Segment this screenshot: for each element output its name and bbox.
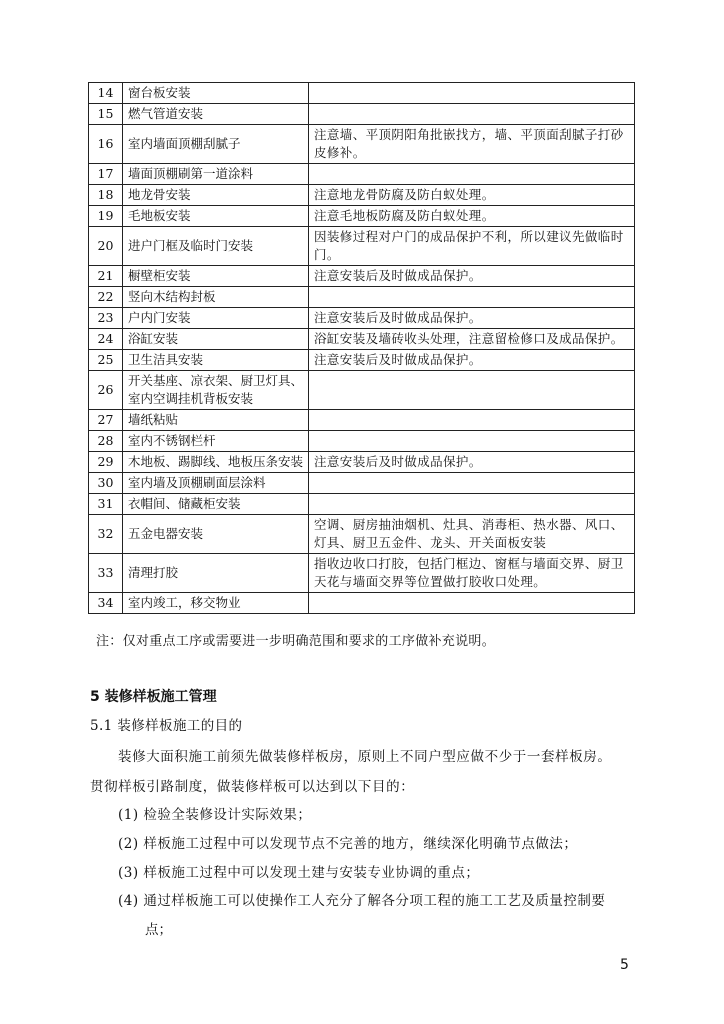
process-note-cell (309, 593, 635, 614)
row-number-cell: 15 (89, 104, 123, 125)
paragraph-line: 装修大面积施工前须先做装修样板房，原则上不同户型应做不少于一套样板房。 (118, 749, 612, 765)
page-number: 5 (620, 957, 629, 973)
list-item: (2) 样板施工过程中可以发现节点不完善的地方，继续深化明确节点做法； (118, 836, 578, 852)
row-number-cell: 22 (89, 287, 123, 308)
table-row (89, 329, 635, 350)
process-item-cell: 进户门框及临时门安装 (123, 227, 309, 266)
process-table (88, 82, 635, 614)
row-number-cell: 24 (89, 329, 123, 350)
process-item-cell: 室内竣工，移交物业 (123, 593, 309, 614)
process-item-cell: 开关基座、凉衣架、厨卫灯具、室内空调挂机背板安装 (123, 371, 309, 410)
process-item-cell: 木地板、踢脚线、地板压条安装 (123, 452, 309, 473)
process-item-cell: 室内不锈钢栏杆 (123, 431, 309, 452)
row-number-cell: 34 (89, 593, 123, 614)
process-item-cell: 橱壁柜安装 (123, 266, 309, 287)
table-row (89, 554, 635, 593)
process-note-cell: 注意安装后及时做成品保护。 (309, 266, 635, 287)
section-heading: 5 装修样板施工管理 (90, 689, 217, 705)
process-note-cell (309, 83, 635, 104)
table-row (89, 410, 635, 431)
process-note-cell (309, 104, 635, 125)
row-number-cell: 30 (89, 473, 123, 494)
process-note-cell (309, 164, 635, 185)
list-item: (3) 样板施工过程中可以发现土建与安装专业协调的重点； (118, 865, 480, 881)
row-number-cell: 20 (89, 227, 123, 266)
list-item-continuation: 点； (145, 922, 172, 938)
process-note-cell: 浴缸安装及墙砖收头处理，注意留检修口及成品保护。 (309, 329, 635, 350)
row-number-cell: 23 (89, 308, 123, 329)
table-row (89, 185, 635, 206)
table-row (89, 473, 635, 494)
table-row (89, 494, 635, 515)
table-row (89, 308, 635, 329)
list-item: (1) 检验全装修设计实际效果； (118, 807, 312, 823)
process-note-cell: 注意毛地板防腐及防白蚁处理。 (309, 206, 635, 227)
process-item-cell: 竖向木结构封板 (123, 287, 309, 308)
row-number-cell: 14 (89, 83, 123, 104)
process-note-cell: 注意安装后及时做成品保护。 (309, 350, 635, 371)
process-note-cell (309, 287, 635, 308)
row-number-cell: 21 (89, 266, 123, 287)
process-note-cell: 注意地龙骨防腐及防白蚁处理。 (309, 185, 635, 206)
table-row (89, 593, 635, 614)
table-row (89, 227, 635, 266)
process-item-cell: 室内墙及顶棚刷面层涂料 (123, 473, 309, 494)
row-number-cell: 16 (89, 125, 123, 164)
row-number-cell: 27 (89, 410, 123, 431)
process-note-cell: 注意安装后及时做成品保护。 (309, 452, 635, 473)
table-row (89, 125, 635, 164)
process-item-cell: 燃气管道安装 (123, 104, 309, 125)
row-number-cell: 19 (89, 206, 123, 227)
process-note-cell: 注意安装后及时做成品保护。 (309, 308, 635, 329)
process-note-cell (309, 431, 635, 452)
row-number-cell: 25 (89, 350, 123, 371)
process-note-cell (309, 410, 635, 431)
process-note-cell: 因装修过程对户门的成品保护不利，所以建议先做临时门。 (309, 227, 635, 266)
process-item-cell: 毛地板安装 (123, 206, 309, 227)
list-item: (4) 通过样板施工可以使操作工人充分了解各分项工程的施工工艺及质量控制要 (118, 893, 606, 909)
subsection-heading: 5.1 装修样板施工的目的 (90, 718, 243, 734)
table-row (89, 452, 635, 473)
process-item-cell: 卫生洁具安装 (123, 350, 309, 371)
table-row (89, 104, 635, 125)
process-item-cell: 墙纸粘贴 (123, 410, 309, 431)
table-row (89, 83, 635, 104)
process-note-cell (309, 371, 635, 410)
table-row (89, 206, 635, 227)
process-note-cell: 空调、厨房抽油烟机、灶具、消毒柜、热水器、风口、灯具、厨卫五金件、龙头、开关面板安装 (309, 515, 635, 554)
table-row (89, 515, 635, 554)
table-footnote: 注：仅对重点工序或需要进一步明确范围和要求的工序做补充说明。 (96, 634, 496, 649)
row-number-cell: 17 (89, 164, 123, 185)
process-item-cell: 浴缸安装 (123, 329, 309, 350)
row-number-cell: 33 (89, 554, 123, 593)
table-row (89, 266, 635, 287)
table-row (89, 350, 635, 371)
row-number-cell: 28 (89, 431, 123, 452)
paragraph-line: 贯彻样板引路制度，做装修样板可以达到以下目的： (90, 779, 415, 795)
process-item-cell: 衣帽间、储藏柜安装 (123, 494, 309, 515)
process-item-cell: 墙面顶棚刷第一道涂料 (123, 164, 309, 185)
table-row (89, 371, 635, 410)
process-note-cell (309, 473, 635, 494)
process-item-cell: 室内墙面顶棚刮腻子 (123, 125, 309, 164)
row-number-cell: 32 (89, 515, 123, 554)
process-item-cell: 户内门安装 (123, 308, 309, 329)
process-item-cell: 窗台板安装 (123, 83, 309, 104)
process-item-cell: 五金电器安装 (123, 515, 309, 554)
process-item-cell: 地龙骨安装 (123, 185, 309, 206)
table-row (89, 164, 635, 185)
process-item-cell: 清理打胶 (123, 554, 309, 593)
row-number-cell: 18 (89, 185, 123, 206)
process-note-cell: 注意墙、平顶阴阳角批嵌找方，墙、平顶面刮腻子打砂皮修补。 (309, 125, 635, 164)
row-number-cell: 31 (89, 494, 123, 515)
row-number-cell: 29 (89, 452, 123, 473)
table-row (89, 431, 635, 452)
row-number-cell: 26 (89, 371, 123, 410)
process-note-cell (309, 494, 635, 515)
table-row (89, 287, 635, 308)
process-note-cell: 指收边收口打胶，包括门框边、窗框与墙面交界、厨卫天花与墙面交界等位置做打胶收口处理。 (309, 554, 635, 593)
